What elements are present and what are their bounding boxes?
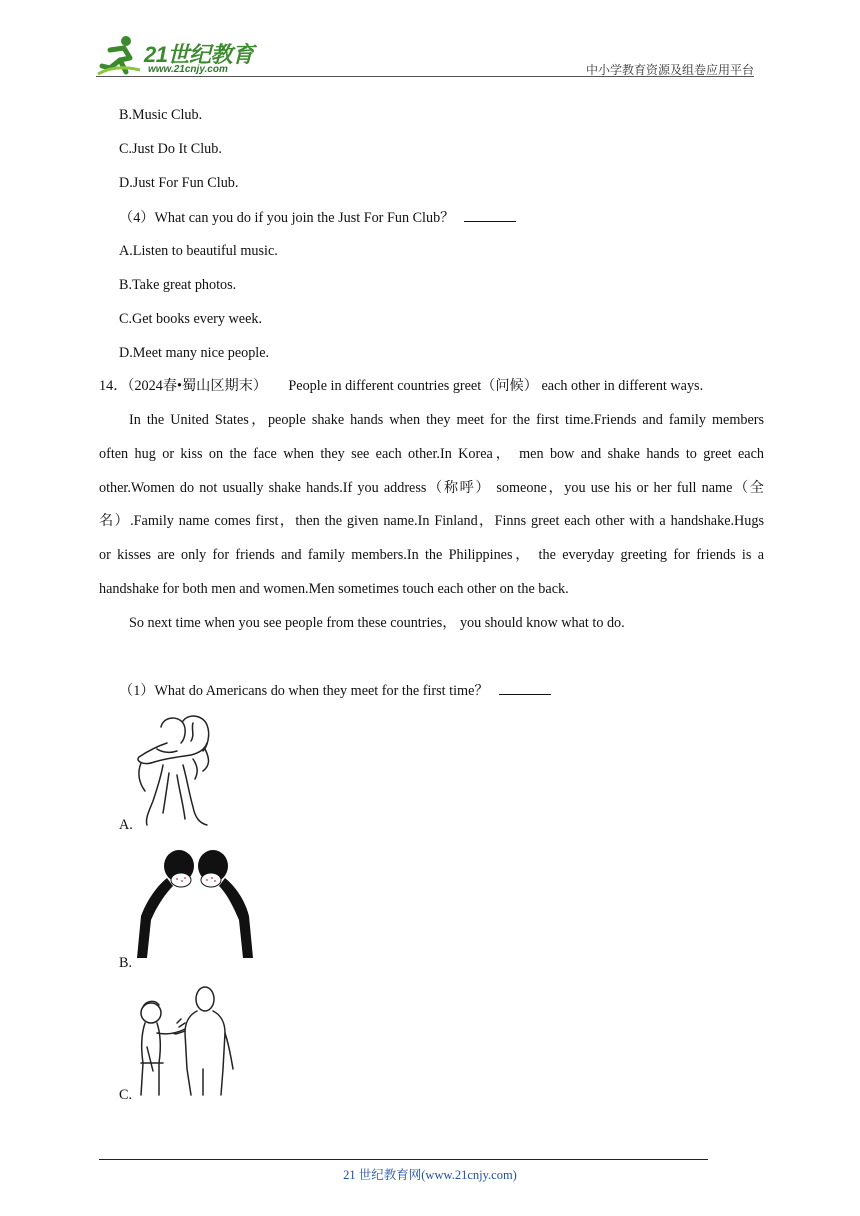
option-a-hug-image [133, 713, 217, 827]
q3-option-c: C.Just Do It Club. [119, 141, 222, 157]
option-b-bow-image [133, 846, 257, 968]
logo-url: www.21cnjy.com [148, 64, 228, 75]
site-logo [96, 34, 266, 78]
q3-option-b: B.Music Club. [119, 107, 203, 123]
q4-question-text: （4）What can you do if you join the Just For Fun Club？ [119, 210, 455, 226]
q14-sub1-question [119, 680, 551, 701]
footer-site-text: 21 世纪教育网(www.21cnjy.com) [343, 1168, 517, 1182]
option-a-label: A. [119, 817, 133, 833]
option-b-label: B. [119, 955, 133, 971]
q14-title: 14．（2024春•蜀山区期末） People in different countries greet（问候） each other in different ways. [99, 378, 704, 394]
option-c-touch-back-image [133, 983, 243, 1099]
q14-paragraph-line: often hug or kiss on the face when they see each other.In Korea， men bow and shake hands to greet each [99, 446, 764, 462]
q3-option-d: D.Just For Fun Club. [119, 175, 239, 191]
q14-closing: So next time when you see people from these countries， you should know what to do. [129, 615, 625, 631]
q14-paragraph-line: handshake for both men and women.Men sometimes touch each other on the back. [99, 581, 569, 597]
footer-divider [99, 1159, 708, 1160]
q14-paragraph-line: In the United States，people shake hands when they meet for the first time.Friends and family members [129, 412, 764, 428]
logo-text: 21世纪教育 [144, 42, 254, 67]
q4-option-b: B.Take great photos. [119, 277, 237, 293]
runner-logo-icon [96, 34, 142, 78]
q14-sub1-question-text: （1）What do Americans do when they meet for the first time？ [119, 683, 489, 699]
q4-question [119, 207, 516, 228]
q14-paragraph-line: or kisses are only for friends and family members.In the Philippines， the everyday greeting for friends is a [99, 547, 764, 563]
q4-option-c: C.Get books every week. [119, 311, 263, 327]
q14-paragraph-line: other.Women do not usually shake hands.If you address（称呼） someone，you use his or her full name（全 [99, 480, 764, 496]
page-header [96, 34, 754, 78]
option-c-label: C. [119, 1087, 133, 1103]
q14-sub1-answer-blank [499, 680, 551, 695]
header-divider [96, 76, 754, 77]
header-platform-title: 中小学教育资源及组卷应用平台 [585, 63, 754, 77]
q4-answer-blank [464, 207, 516, 222]
q4-option-a: A.Listen to beautiful music. [119, 243, 278, 259]
q4-option-d: D.Meet many nice people. [119, 345, 270, 361]
q14-paragraph-line: 名）.Family name comes first，then the given name.In Finland，Finns greet each other with a handshake.Hugs [99, 513, 764, 529]
